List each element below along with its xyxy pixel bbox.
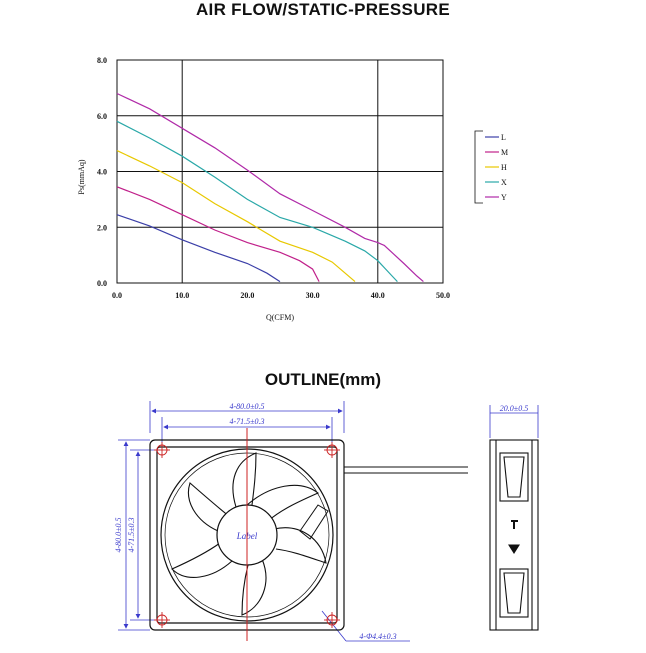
series-line-M — [117, 187, 319, 282]
chart-title: AIR FLOW/STATIC-PRESSURE — [195, 0, 450, 19]
series-line-H — [117, 151, 355, 282]
y-axis-label: Ps(mmAq) — [77, 159, 86, 195]
legend-bracket — [475, 131, 483, 203]
legend-label-M: M — [501, 148, 509, 157]
dim-width-outer: 4-80.0±0.5 — [229, 402, 265, 411]
outline-title: OUTLINE(mm) — [264, 370, 382, 389]
dim-height-hole: 4-71.5±0.3 — [127, 517, 136, 553]
fan-wires — [300, 467, 468, 539]
x-tick-label: 0.0 — [112, 291, 122, 300]
y-tick-label: 6.0 — [97, 111, 107, 121]
dim-width-hole: 4-71.5±0.3 — [229, 417, 265, 426]
series-line-X — [117, 121, 397, 281]
x-tick-label: 30.0 — [305, 291, 320, 300]
y-tick-label: 4.0 — [97, 167, 107, 177]
x-tick-label: 40.0 — [370, 291, 385, 300]
x-axis-label: Q(CFM) — [265, 313, 295, 322]
dim-height-outer: 4-80.0±0.5 — [114, 517, 123, 553]
legend-label-Y: Y — [501, 193, 507, 202]
fan-side-view — [490, 440, 538, 630]
dim-depth: 20.0±0.5 — [499, 404, 529, 413]
y-tick-label: 0.0 — [97, 279, 107, 288]
fan-outline-drawing — [0, 393, 646, 653]
airflow-pressure-chart — [0, 25, 646, 365]
hub-label: Label — [236, 531, 258, 541]
y-tick-label: 8.0 — [97, 56, 107, 65]
x-tick-label: 10.0 — [175, 291, 190, 300]
legend-label-L: L — [501, 133, 506, 142]
legend-label-X: X — [501, 178, 507, 187]
legend-label-H: H — [501, 163, 507, 172]
x-tick-label: 50.0 — [436, 291, 450, 300]
y-tick-label: 2.0 — [97, 223, 107, 233]
series-line-L — [117, 215, 280, 282]
dim-hole-diameter: 4-Φ4.4±0.3 — [359, 632, 397, 641]
x-tick-label: 20.0 — [240, 291, 255, 300]
